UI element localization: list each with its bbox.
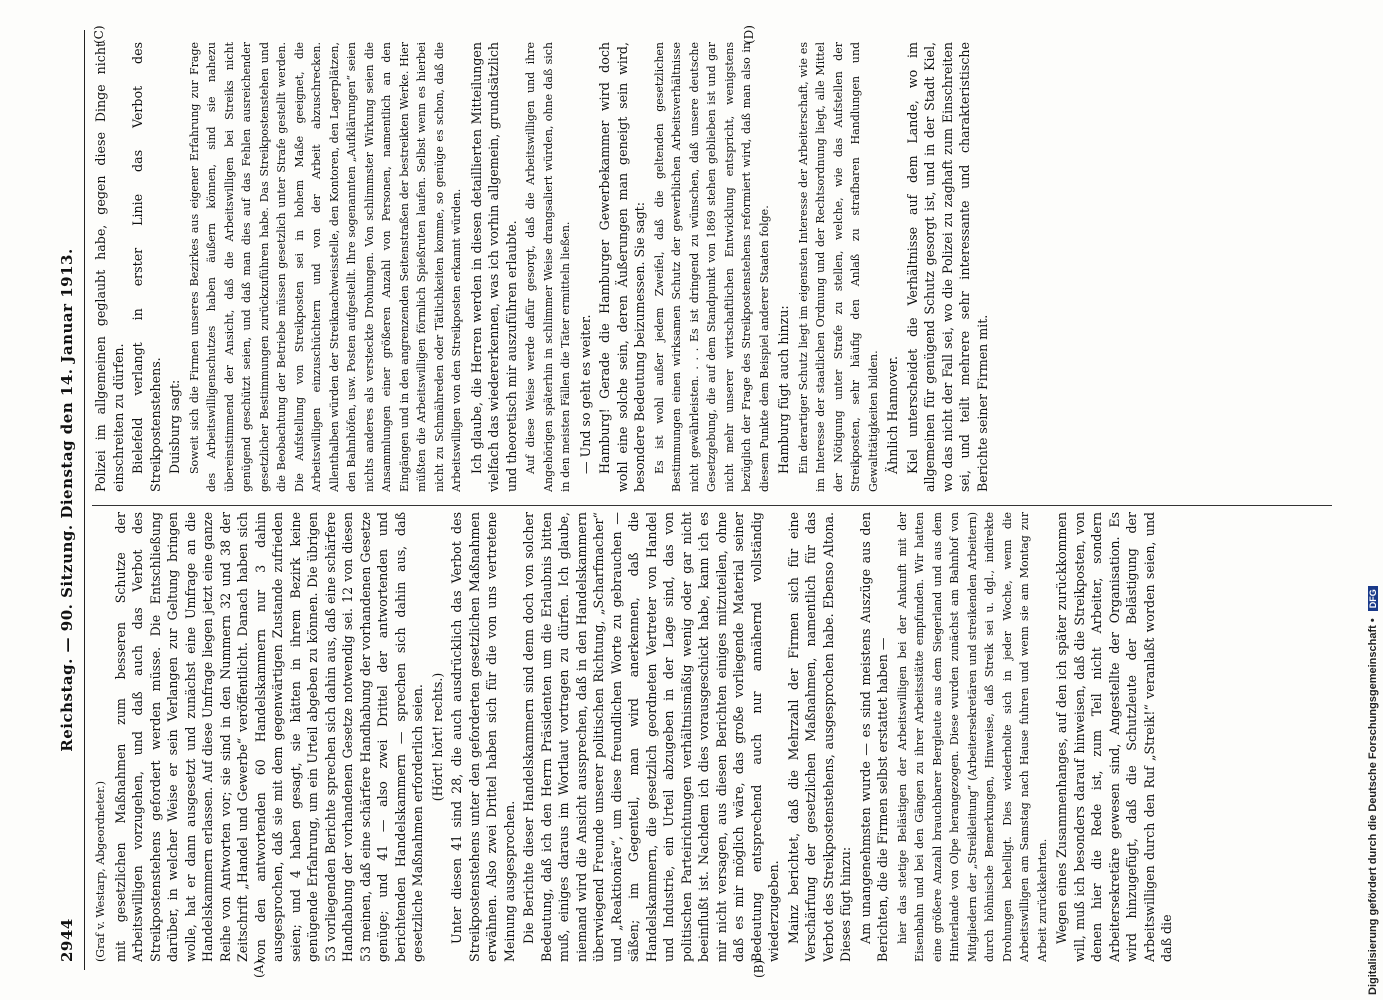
paragraph: Mainz berichtet, daß die Mehrzahl der Firmen sich für eine Verschärfung der gesetzlichen Maßnahmen, namentlich für das Verbot des Streikpostenstehens, ausgesprochen habe. Ebenso Altona. Dieses fügt hinzu: [785,512,853,962]
paragraph: Am unangenehmsten wurde — es sind meistens Auszüge aus den Berichten, die die Firmen selbst erstattet haben — [857,512,890,962]
paragraph: Wegen eines Zusammenhanges, auf den ich später zurückkommen will, muß ich besonders darauf hinweisen, daß die Streikposten, von denen hier die Rede ist, zum Teil nicht Arbeiter, sondern Arbeitersekretäre gewesen sind, Angestellte der Organisation. Es wird hinzugefügt, daß die Schutzleute der Belästigung der Arbeitswilligen durch den Ruf „Streik!“ veranlaßt worden seien, und daß die [1054,512,1174,962]
page-header [58,20,84,980]
paragraph: Hamburg fügt auch hinzu: [776,305,791,474]
right-column [92,42,1342,492]
interjection: (Hört! hört! rechts.) [429,672,445,802]
dfg-logo: DFG [1368,586,1378,611]
left-column [92,512,1342,962]
paragraph: Duisburg sagt: [167,379,182,474]
margin-marker-c: (C) [92,25,106,44]
rotated-page-content [52,20,1352,980]
quotation: Ein derartiger Schutz liegt im eigensten Interesse der Arbeiterschaft, wie es im Interesse der staatlichen Ordnung und der Rechtsordnung liegt, alle Mittel der Nötigung unter Strafe zu stellen, welche, wie das Aufstellen der Streikposten, sehr häufig den Anlaß zu strafbaren Handlungen und Gewalttätigkeiten bilden. [796,42,880,492]
paragraph: Polizei im allgemeinen geglaubt habe, gegen diese Dinge nicht einschreiten zu dürfen. [93,42,126,492]
paragraph: Bielefeld verlangt in erster Linie das Verbot des Streikpostenstehens. [130,42,163,492]
paragraph: Unter diesen 41 sind 28, die auch ausdrücklich das Verbot des Streikpostenstehens unter den geforderten gesetzlichen Maßnahmen erwähnen. Also zwei Drittel haben sich für die von uns vertretene Meinung ausgesprochen. [449,512,517,962]
header-rule [84,30,85,970]
quotation: hier das stetige Belästigen der Arbeitswilligen bei der Ankunft mit der Eisenbahn und bei den Gängen zu ihrer Arbeitsstätte empfunden. Wir hatten eine größere Anzahl brauchbarer Bergleute aus dem Siegerland und aus dem Hinterlande von Olpe herangezogen. Diese wurden zunächst am Bahnhof von Mitgliedern der „Streikleitung“ (Arbeitersekretären und streikenden Arbeitern) durch höhnische Bemerkungen, Hinweise, daß Streik sei u. dgl., indirekte Drohungen behelligt. Dies wiederholte sich in jeder Woche, wenn die Arbeitswilligen am Samstag nach Hause fuhren und wenn sie am Montag zur Arbeit zurückkehrten. [895,512,1049,962]
quotation: Es ist wohl außer jedem Zweifel, daß die geltenden gesetzlichen Bestimmungen einen wirksamen Schutz der gewerblichen Arbeitsverhältnisse nicht gewährleisten. . . . Es ist dringend zu wünschen, daß unsere deutsche Gesetzgebung, die auf dem Standpunkt von 1869 stehen geblieben ist und gar nicht mehr unserer wirtschaftlichen Entwicklung entspricht, wenigstens bezüglich der Frage des Streikpostenstehens reformiert wird, daß man also in diesem Punkte dem Beispiel anderer Staaten folge. [652,42,771,492]
quotation: Soweit sich die Firmen unseres Bezirkes aus eigener Erfahrung zur Frage des Arbeitswilligenschutzes haben äußern können, sind sie nahezu übereinstimmend der Ansicht, daß die Arbeitswilligen bei Streiks nicht genügend geschützt seien, und daß man dies auf das Fehlen ausreichender gesetzlicher Bestimmungen zurückzuführen habe. Das Streikpostenstehen und die Beobachtung der Betriebe müssen gesetzlich unter Strafe gestellt werden. Die Aufstellung von Streikposten sei in hohem Maße geeignet, die Arbeitswilligen einzuschüchtern und von der Arbeit abzuschrecken. Allenthalben würden der Streiknachweisstelle, den Kontoren, den Lagerplätzen, den Bahnhöfen, usw. Posten aufgestellt. Ihre sogenannten „Aufklärungen“ seien nichts anderes als versteckte Drohungen. Von schlimmster Wirkung seien die Ansammlungen einer größeren Anzahl von Personen, namentlich an den Eingängen und in den angrenzenden Seitenstraßen der bestreikten Werke. Hier müßten die Arbeitswilligen förmlich Spießruten laufen. Selbst wenn es hierbei nicht zu Schmähreden oder Tätlichkeiten komme, so genüge es schon, daß die Arbeitswilligen von den Streikposten erkannt würden. [187,42,463,492]
credit-text: Digitalisierung gefördert durch die Deutsche Forschungsgemeinschaft • [1367,618,1379,995]
margin-marker-b: (B) [752,959,766,978]
quotation: Auf diese Weise werde dafür gesorgt, daß die Arbeitswilligen und ihre Angehörigen späterhin in schlimmer Weise drangsaliert würden, ohne daß sich in den meisten Fällen die Täter ermitteln ließen. [524,42,572,492]
paragraph: Kiel unterscheidet die Verhältnisse auf dem Lande, wo im allgemeinen für genügend Schutz gesorgt ist, und in der Stadt Kiel, wo das nicht der Fall sei, wo die Polizei zu zaghaft zum Einschreiten sei, und teilt mehrere sehr interessante und charakteristische Berichte seiner Firmen mit. [904,42,990,492]
page-number: 2944 [58,918,76,962]
paragraph: Ähnlich Hannover. [885,355,900,474]
speaker-note: (Graf v. Westarp, Abgeordneter.) [94,780,107,962]
margin-marker-a: (A) [252,959,266,978]
column-divider [92,505,1332,506]
paragraph: Hamburg! Gerade die Hamburger Gewerbekammer wird doch wohl eine solche sein, deren Äußerungen man geneigt sein wird, besondere Bedeutung beizumessen. Sie sagt: [597,42,647,492]
paragraph: mit gesetzlichen Maßnahmen zum besseren Schutze der Arbeitswilligen vorzugehen, und daß auch das Verbot des Streikpostenstehens gefordert werden müsse. Die Entschließung darüber, in welcher Weise er sein Verlangen zur Geltung bringen wolle, hat er dann ausgesetzt und zunächst eine Umfrage an die Handelskammern erlassen. Auf diese Umfrage liegen jetzt eine ganze Reihe von Antworten vor; sie sind in den Nummern 32 und 38 der Zeitschrift „Handel und Gewerbe“ veröffentlicht. Danach haben sich von den antwortenden 60 Handelskammern nur 3 dahin ausgesprochen, daß sie mit dem gegenwärtigen Zustande zufrieden seien; und 4 haben gesagt, sie hätten in ihrem Bezirk keine genügende Erfahrung, um ein Urteil abgeben zu können. Die übrigen 53 vorliegenden Berichte sprechen sich dahin aus, daß eine schärfere Handhabung der vorhandenen Gesetze notwendig sei. 12 von diesen 53 meinen, daß eine schärfere Handhabung der vorhandenen Gesetze genüge; und 41 — also zwei Drittel der antwortenden und berichtenden Handelskammern — sprechen sich dahin aus, daß gesetzliche Maßnahmen erforderlich seien. [112,512,425,962]
margin-marker-d: (D) [742,25,756,44]
page-title: Reichstag. — 90. Sitzung. Dienstag den 14. Januar 1913. [58,248,76,752]
paragraph: Ich glaube, die Herren werden in diesen detaillierten Mitteilungen vielfach das wiedererkennen, was ich vorhin allgemein, grundsätzlich und theoretisch mir auszuführen erlaubte. [468,42,519,492]
paragraph: — Und so geht es weiter. [577,314,593,474]
paragraph: Die Berichte dieser Handelskammern sind denn doch von solcher Bedeutung, daß ich den Herrn Präsidenten um die Erlaubnis bitten muß, einiges daraus im Wortlaut vortragen zu dürfen. Ich glaube, niemand wird die Ansicht aussprechen, daß in den Handelskammern überwiegend Freunde unserer politischen Richtung, „Scharfmacher“ und „Reaktionäre“, um diese freundlichen Worte zu gebrauchen — säßen; im Gegenteil, man wird anerkennen, daß die Handelskammern, die gesetzlich geordneten Vertreter von Handel und Industrie, ein Urteil abzugeben in der Lage sind, das von politischen Parteirichtungen verhältnismäßig wenig oder gar nicht beeinflußt ist. Nachdem ich dies vorausgeschickt habe, kann ich es mir nicht versagen, aus diesen Berichten einiges mitzuteilen, ohne daß es mir möglich wäre, das große vorliegende Material seiner Bedeutung entsprechend auch nur annähernd vollständig wiederzugeben. [521,512,781,962]
digitization-credit [1367,5,1379,995]
